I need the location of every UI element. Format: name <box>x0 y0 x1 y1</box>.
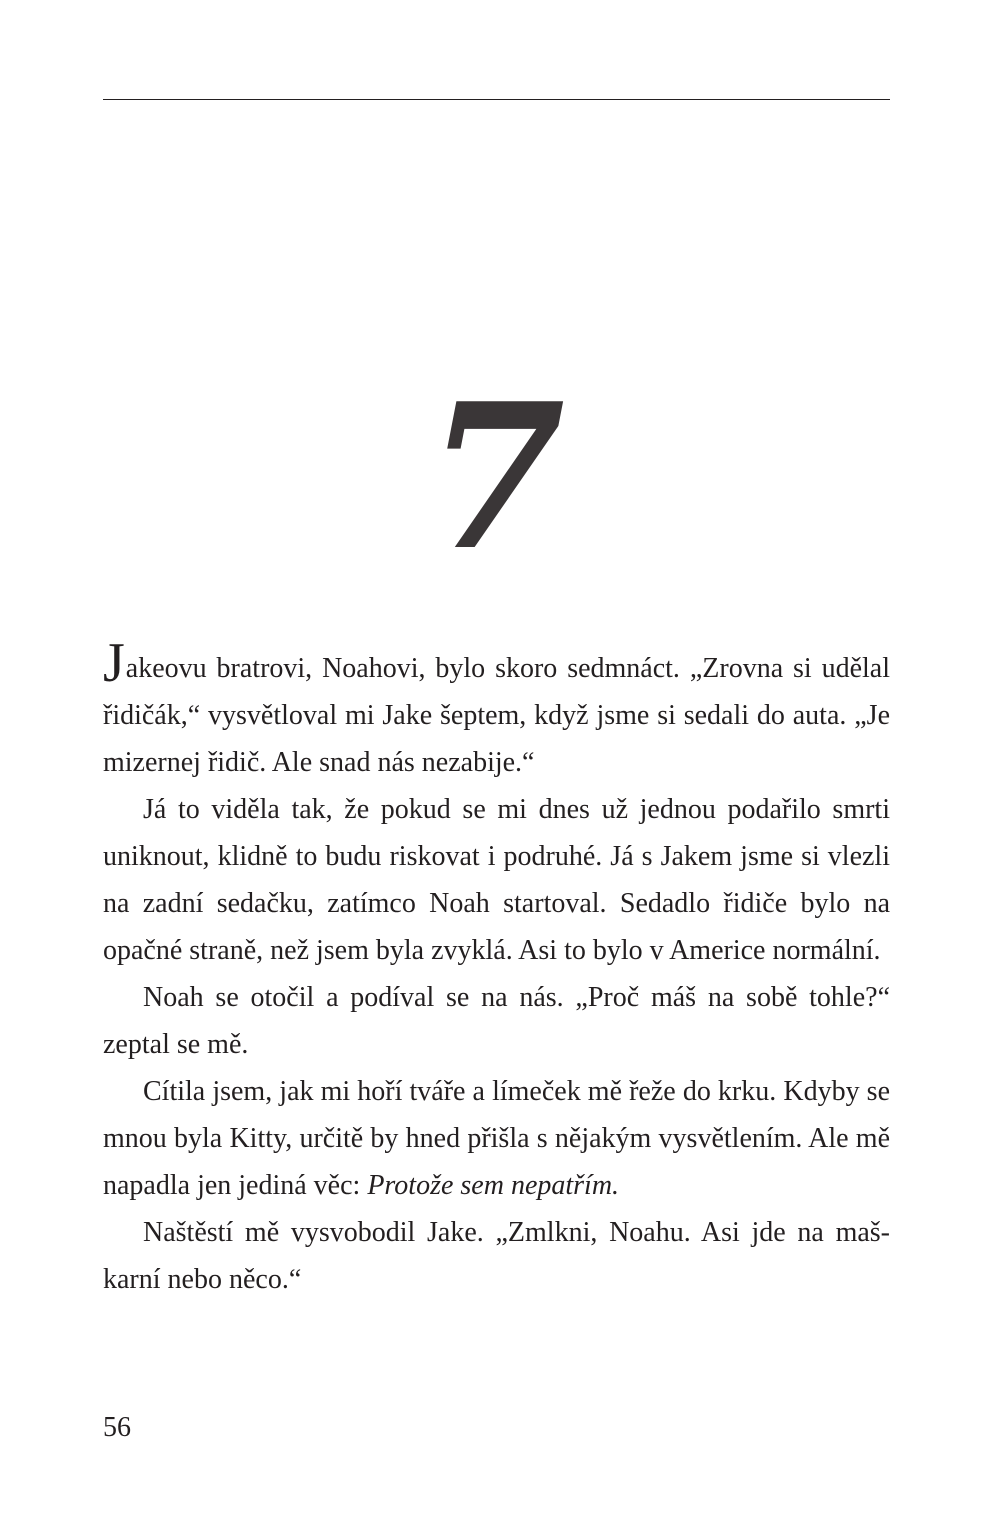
italic-thought: Protože sem nepatřím. <box>367 1170 620 1201</box>
paragraph-3 <box>103 974 890 1068</box>
paragraph-text: Noah se otočil a podíval se na nás. „Proč máš na sobě tohle?“ zeptal se mě. <box>103 982 890 1060</box>
paragraph-text: Cítila jsem, jak mi hoří tváře a límeček mě řeže do krku. Kdyby se mnou byla Kitty, určitě by hned přišla s nějakým vysvětlením. Ale mě napadla jen jediná věc: <box>103 1076 890 1201</box>
header-rule <box>103 99 890 100</box>
chapter-body <box>103 632 890 1303</box>
paragraph-5 <box>103 1209 890 1303</box>
paragraph-text: Já to viděla tak, že pokud se mi dnes už jednou podařilo smrti uniknout, klidně to budu riskovat i podruhé. Já s Jakem jsme si vlezli na zadní sedačku, zatímco Noah startoval. Sedadlo řidiče bylo na opačné straně, než jsem byla zvyklá. Asi to bylo v Americe normální. <box>103 794 890 966</box>
paragraph-text: Naštěstí mě vysvobodil Jake. „Zmlkni, Noahu. Asi jde na maškarní nebo něco.“ <box>103 1217 890 1295</box>
paragraph-2 <box>103 786 890 974</box>
paragraph-1 <box>103 632 890 786</box>
page-number: 56 <box>103 1412 131 1443</box>
paragraph-text: akeovu bratrovi, Noahovi, bylo skoro sedmnáct. „Zrovna si udělal řidičák,“ vysvětloval mi Jake šeptem, když jsme si sedali do auta. „Je mizernej řidič. Ale snad nás nezabije.“ <box>103 653 890 778</box>
drop-cap: J <box>103 632 125 694</box>
chapter-number: 7 <box>426 360 566 595</box>
paragraph-4 <box>103 1068 890 1209</box>
